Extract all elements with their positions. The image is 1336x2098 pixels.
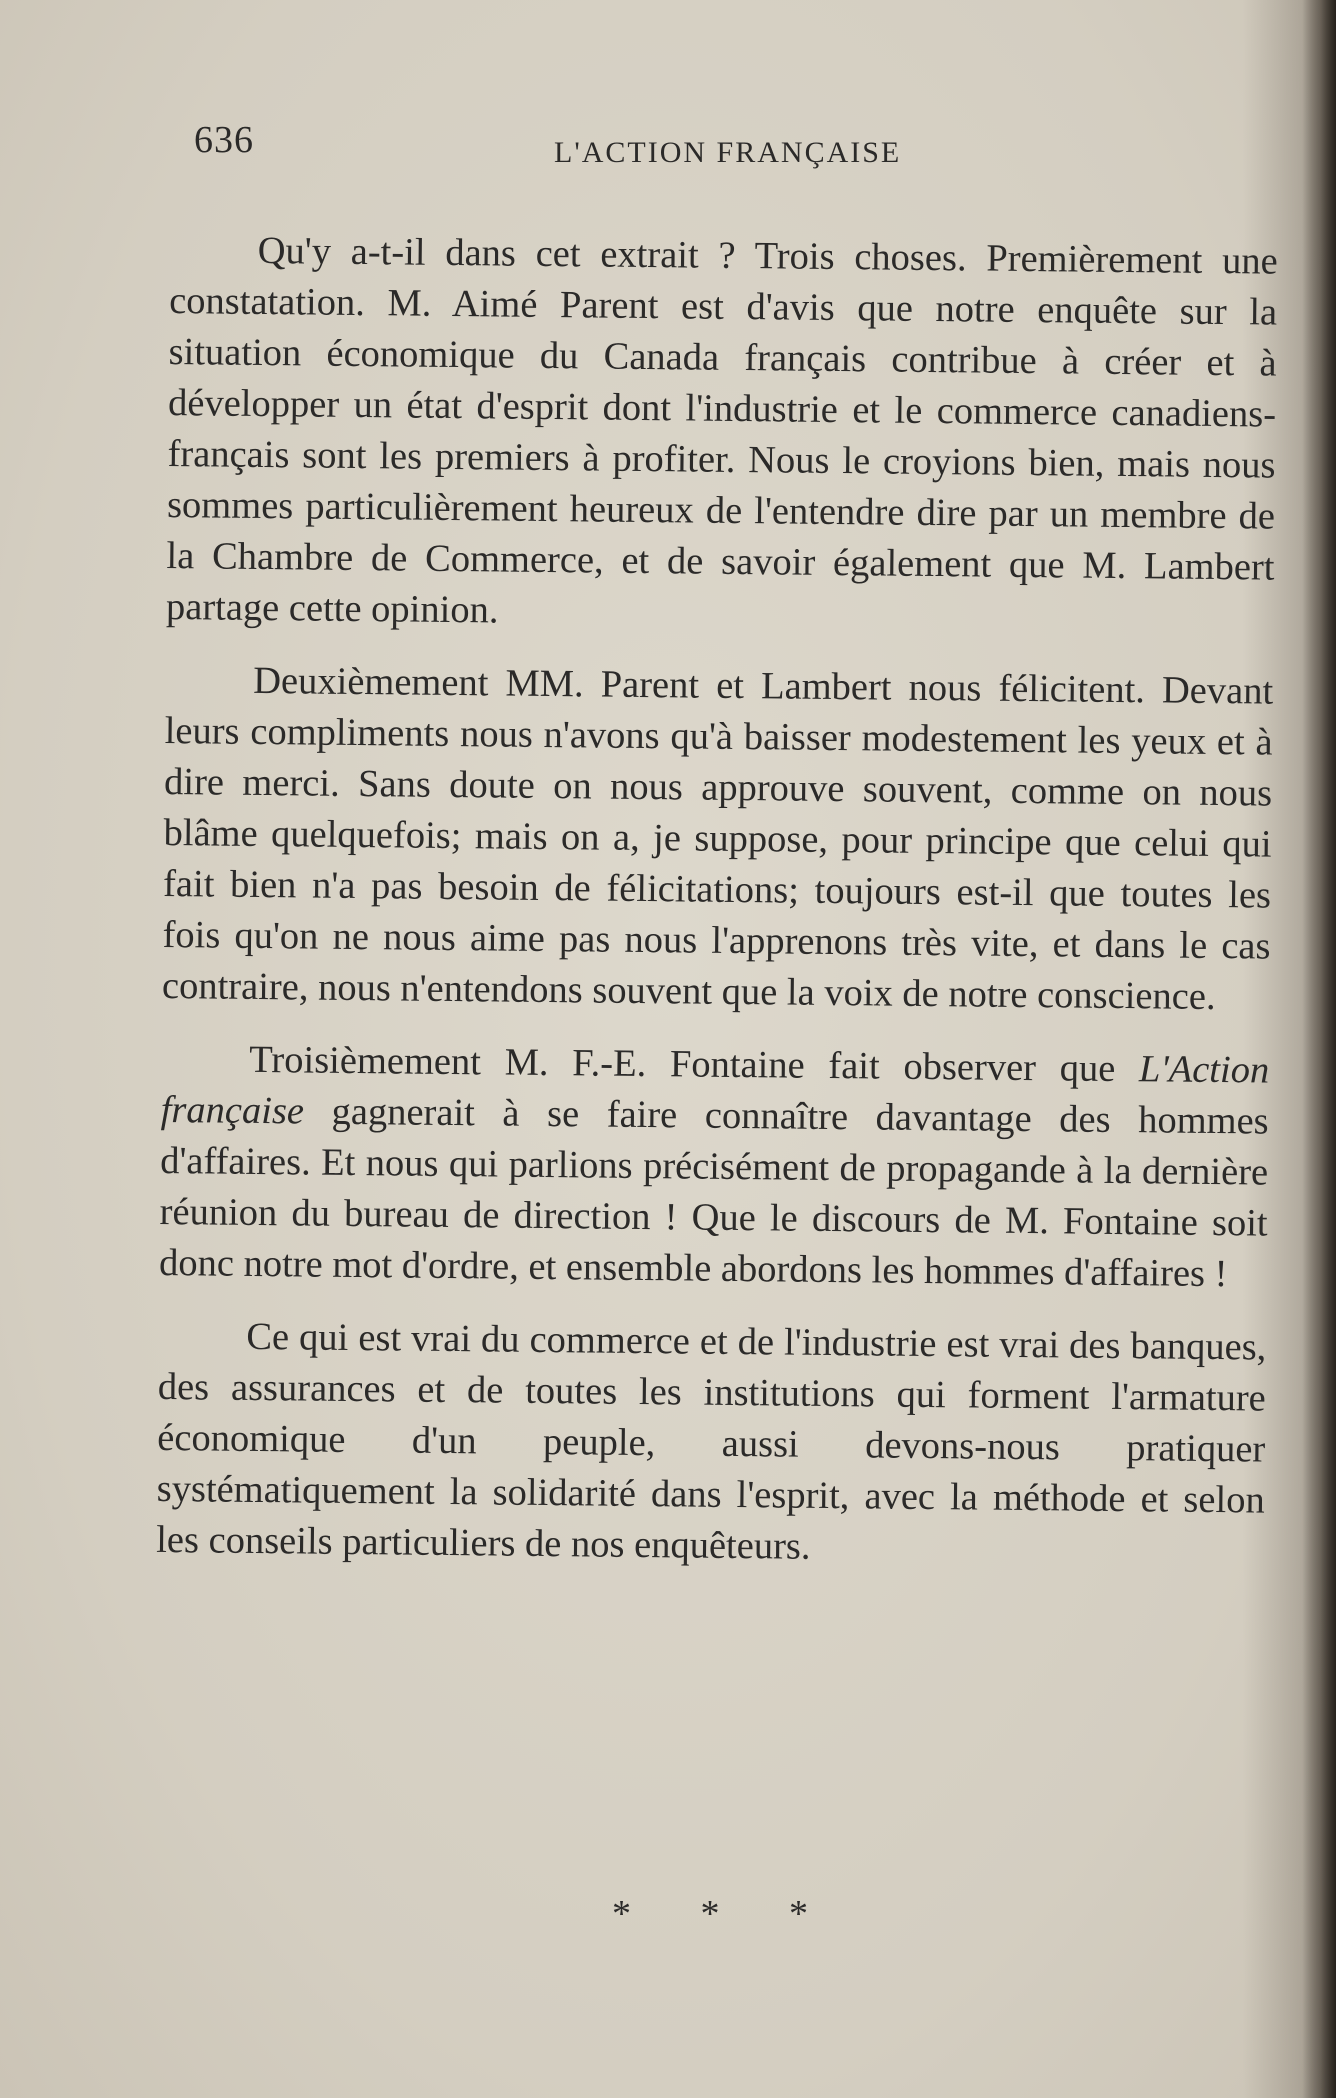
running-title: L'ACTION FRANÇAISE [554, 136, 902, 169]
page-number: 636 [194, 119, 254, 161]
paragraph-3-start: Troisièmement M. F.-E. Fontaine fait observer que [249, 1038, 1140, 1091]
running-head [194, 118, 1194, 168]
page-edge-shadow [1302, 0, 1336, 2098]
body-text [156, 225, 1278, 1578]
section-break: * * * [612, 1893, 838, 1935]
journal-title-italic: L'Action française [160, 1048, 1270, 1133]
paragraph-3 [159, 1034, 1270, 1301]
paragraph-4: Ce qui est vrai du commerce et de l'industrie est vrai des banques, des assurances et de toutes les institutions qui forment l'armature économique d'un peuple, aussi devons-nous pratiquer systématiquement la solidarité dans l'esprit, avec la méthode et selon les conseils particuliers de nos enquêteurs. [156, 1315, 1267, 1568]
paragraph-1: Qu'y a-t-il dans cet extrait ? Trois choses. Premièrement une constatation. M. Aimé Parent est d'avis que notre enquête sur la situation économique du Canada français contribue à créer et à développer un état d'esprit dont l'industrie et le commerce canadiens-français sont les premiers à profiter. Nous le croyions bien, mais nous sommes particulièrement heureux de l'entendre dire par un membre de la Chambre de Commerce, et de savoir également que M. Lambert partage cette opinion. [165, 229, 1278, 632]
paragraph-2: Deuxièmement MM. Parent et Lambert nous félicitent. Devant leurs compliments nous n'avons qu'à baisser modestement les yeux et à dire merci. Sans doute on nous approuve souvent, comme on nous blâme quelquefois; mais on a, je suppose, pour principe que celui qui fait bien n'a pas besoin de félicitations; toujours est-il que toutes les fois qu'on ne nous aime pas nous l'apprenons très vite, et dans le cas contraire, nous n'entendons souvent que la voix de notre conscience. [161, 659, 1274, 1018]
paragraph-3-end: gagnerait à se faire connaître davantage des hommes d'affaires. Et nous qui parlions précisément de propagande à la dernière réunion du bureau de direction ! Que le discours de M. Fontaine soit donc notre mot d'ordre, et ensemble abordons les hommes d'affaires ! [158, 1090, 1269, 1296]
